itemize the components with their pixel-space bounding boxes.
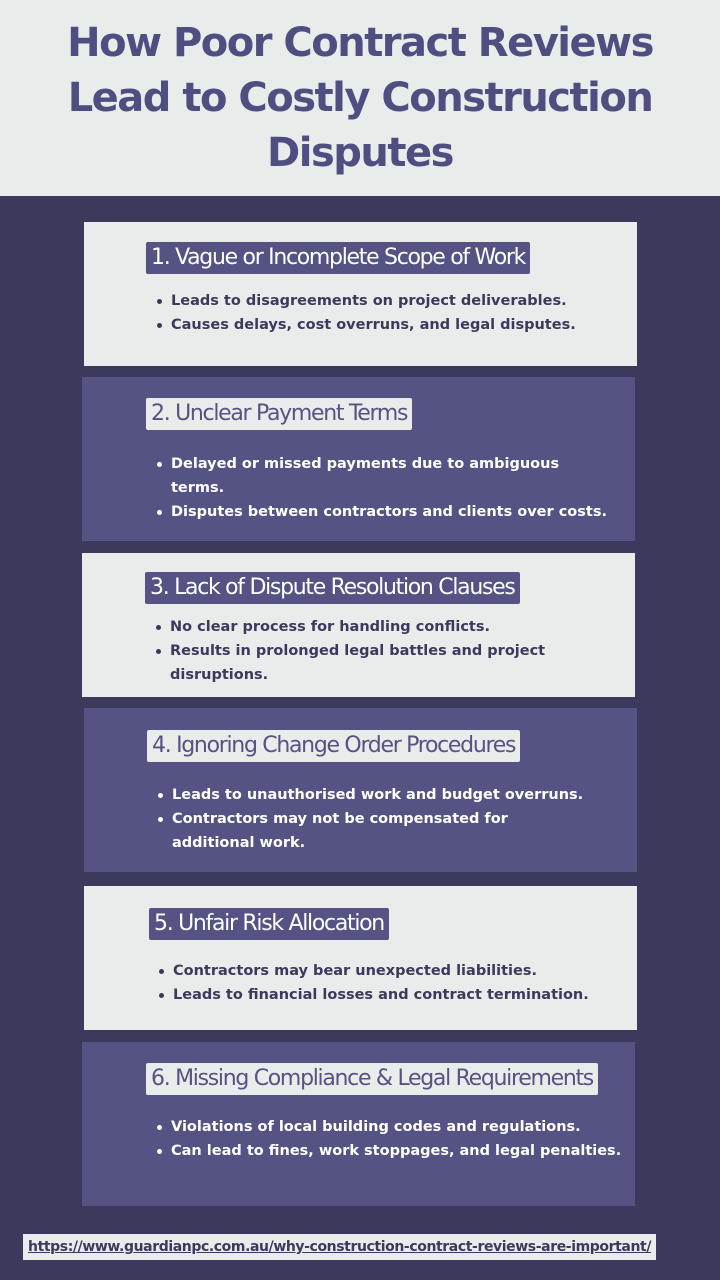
card-change-order xyxy=(84,708,637,872)
bullet-list xyxy=(156,959,616,1007)
bullet-list xyxy=(154,1115,624,1163)
bullet-list xyxy=(154,289,614,337)
bullet-item: Contractors may not be compensated for additional work. xyxy=(155,807,595,855)
bullet-item: No clear process for handling conflicts. xyxy=(153,615,573,639)
bullet-item: Contractors may bear unexpected liabilities. xyxy=(156,959,616,983)
card-compliance xyxy=(82,1042,635,1206)
bullet-item: Leads to unauthorised work and budget overruns. xyxy=(155,783,595,807)
bullet-item: Results in prolonged legal battles and project disruptions. xyxy=(153,639,573,687)
card-heading: 5. Unfair Risk Allocation xyxy=(149,908,389,940)
bullet-item: Disputes between contractors and clients over costs. xyxy=(154,500,614,524)
bullet-item: Violations of local building codes and regulations. xyxy=(154,1115,624,1139)
card-heading: 4. Ignoring Change Order Procedures xyxy=(147,730,520,762)
page-title: How Poor Contract Reviews Lead to Costly Construction Disputes xyxy=(67,19,653,176)
bullet-item: Leads to disagreements on project deliverables. xyxy=(154,289,614,313)
source-url-link[interactable]: https://www.guardianpc.com.au/why-construction-contract-reviews-are-important/ xyxy=(23,1234,656,1260)
bullet-item: Delayed or missed payments due to ambiguous terms. xyxy=(154,452,614,500)
bullet-item: Leads to financial losses and contract termination. xyxy=(156,983,616,1007)
card-scope-of-work xyxy=(84,222,637,366)
card-heading: 2. Unclear Payment Terms xyxy=(146,398,412,430)
card-dispute-resolution xyxy=(82,553,635,697)
bullet-item: Can lead to fines, work stoppages, and legal penalties. xyxy=(154,1139,624,1163)
card-heading: 6. Missing Compliance & Legal Requirements xyxy=(146,1063,598,1095)
card-heading: 3. Lack of Dispute Resolution Clauses xyxy=(145,572,520,604)
card-payment-terms xyxy=(82,377,635,541)
card-risk-allocation xyxy=(84,886,637,1030)
bullet-item: Causes delays, cost overruns, and legal disputes. xyxy=(154,313,614,337)
bullet-list xyxy=(155,783,595,855)
title-banner xyxy=(0,0,720,196)
bullet-list xyxy=(153,615,573,687)
bullet-list xyxy=(154,452,614,524)
card-heading: 1. Vague or Incomplete Scope of Work xyxy=(146,242,530,274)
